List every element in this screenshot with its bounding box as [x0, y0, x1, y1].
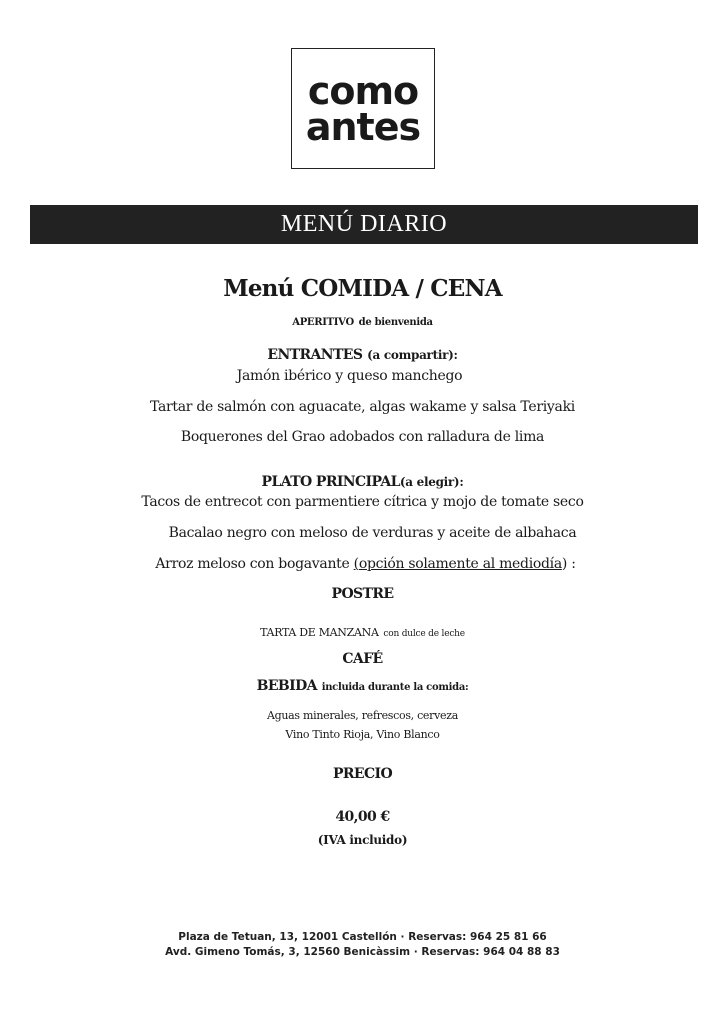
arroz-note: (opción solamente al mediodía — [353, 556, 562, 572]
principal-item: Bacalao negro con meloso de verduras y aceite de albahaca — [168, 525, 577, 541]
bebida-label: BEBIDA — [256, 678, 317, 694]
principal-label: PLATO PRINCIPAL — [261, 474, 400, 490]
bebida-heading — [0, 675, 725, 694]
footer-address-2: Avd. Gimeno Tomás, 3, 12560 Benicàssim · Reservas: 964 04 88 83 — [165, 946, 560, 958]
postre-item-main: TARTA DE MANZANA — [260, 626, 379, 639]
entrante-item: Tartar de salmón con aguacate, algas wakame y salsa Teriyaki — [150, 399, 575, 415]
bebida-detail: incluida durante la comida: — [321, 682, 469, 693]
entrantes-detail: (a compartir): — [367, 348, 458, 362]
arroz-close: ) : — [561, 556, 576, 572]
aperitivo-line — [0, 310, 725, 329]
postre-label: POSTRE — [331, 586, 394, 602]
postre-item-detail: con dulce de leche — [383, 629, 465, 639]
aperitivo-detail: de bienvenida — [358, 317, 433, 328]
logo — [291, 48, 435, 169]
precio-amount: 40,00 € — [335, 809, 390, 825]
postre-item — [0, 621, 725, 640]
footer-address-1: Plaza de Tetuan, 13, 12001 Castellón · Reservas: 964 25 81 66 — [178, 931, 547, 943]
entrantes-label: ENTRANTES — [267, 347, 363, 363]
entrantes-heading — [0, 344, 725, 363]
menu-title: Menú COMIDA / CENA — [223, 275, 502, 302]
principal-heading — [0, 471, 725, 490]
principal-item: Tacos de entrecot con parmentiere cítrica y mojo de tomate seco — [141, 494, 584, 510]
entrante-item: Jamón ibérico y queso manchego — [236, 368, 463, 384]
logo-line-1: como — [307, 68, 419, 113]
logo-line-2: antes — [305, 104, 421, 149]
arroz-text: Arroz meloso con bogavante — [155, 556, 350, 572]
precio-label: PRECIO — [332, 766, 393, 782]
precio-note: (IVA incluido) — [317, 833, 408, 847]
menu-banner: MENÚ DIARIO — [30, 205, 698, 244]
bebida-line: Aguas minerales, refrescos, cerveza — [267, 709, 458, 722]
cafe-label: CAFÉ — [342, 651, 383, 667]
aperitivo-label: APERITIVO — [292, 317, 354, 328]
bebida-line: Vino Tinto Rioja, Vino Blanco — [285, 728, 440, 741]
principal-detail: (a elegir): — [399, 475, 464, 489]
principal-item-arroz — [3, 556, 725, 572]
entrante-item: Boquerones del Grao adobados con ralladura de lima — [180, 429, 545, 445]
